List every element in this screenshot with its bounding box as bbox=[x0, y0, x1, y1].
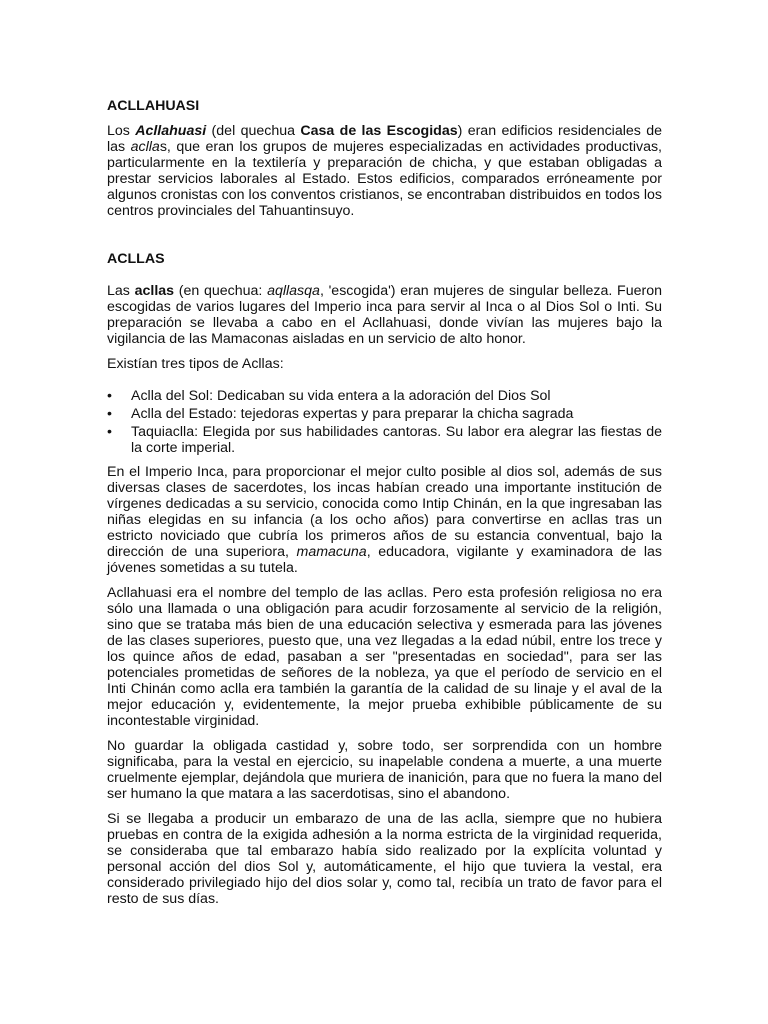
heading-acllahuasi: ACLLAHUASI bbox=[107, 98, 200, 114]
paragraph-templo: Acllahuasi era el nombre del templo de las acllas. Pero esta profesión religiosa no era sólo una llamada o una obligación para acudir forzosamente al servicio de la religión, sino que se trataba más bien de una educación selectiva y esmerada para las jóvenes de las clases superiores, puesto que, una vez llegadas a la edad núbil, entre los trece y los quince años de edad, pasaban a ser "presentadas en sociedad", para ser las potenciales prometidas de señores de la nobleza, ya que el período de servicio en el Inti Chinán como aclla era también la garantía de la calidad de su linaje y el aval de la mejor educación y, evidentemente, la mejor prueba exhibible públicamente de su incontestable virginidad. bbox=[107, 585, 662, 729]
list-item bbox=[107, 406, 662, 422]
text-run: En el Imperio Inca, para proporcionar el mejor culto posible al dios sol, además de sus diversas clases de sacerdotes, los incas habían creado una importante institución de vírgenes dedicadas a su servicio, conocida como Intip Chinán, en la que ingresaban las niñas elegidas en su infancia (a los ocho años) para convertirse en acllas tras un estricto noviciado que cubría los primeros años de su estancia conventual, bajo la dirección de una superiora, bbox=[107, 464, 662, 560]
term-acllas: acllas bbox=[134, 283, 175, 299]
text-run: Las bbox=[107, 283, 135, 299]
text-run: (del quechua bbox=[206, 123, 301, 139]
document-page bbox=[107, 90, 662, 907]
types-list bbox=[107, 388, 662, 456]
paragraph-types-intro: Existían tres tipos de Acllas: bbox=[107, 356, 284, 372]
paragraph-castidad: No guardar la obligada castidad y, sobre todo, ser sorprendida con un hombre significaba, para la vestal en ejercicio, su inapelable condena a muerte, a una muerte cruelmente ejemplar, dejándola que muriera de inanición, para que no fuera la mano del ser humano la que matara a las sacerdotisas, sino el abandono. bbox=[107, 738, 662, 802]
paragraph-embarazo: Si se llegaba a producir un embarazo de una de las aclla, siempre que no hubiera pruebas en contra de la exigida adhesión a la norma estricta de la virginidad requerida, se consideraba que tal embarazo había sido realizado por la explícita voluntad y personal acción del dios Sol y, automáticamente, el hijo que tuviera la vestal, era considerado privilegiado hijo del dios solar y, como tal, recibía un trato de favor para el resto de sus días. bbox=[107, 811, 662, 907]
list-item-text: Taquiaclla: Elegida por sus habilidades cantoras. Su labor era alegrar las fiestas de la corte imperial. bbox=[131, 424, 662, 456]
text-run: s, que eran los grupos de mujeres especializadas en actividades productivas, particularmente en la textilería y preparación de chicha, y que estaban obligadas a prestar servicios laborales al Estado. Estos edificios, comparados erróneamente por algunos cronistas con los conventos cristianos, se encontraban distribuidos en todos los centros provinciales del Tahuantinsuyo. bbox=[107, 139, 662, 219]
list-item bbox=[107, 424, 662, 456]
bullet: • bbox=[107, 424, 112, 440]
term-aqllasqa: aqllasqa bbox=[267, 283, 320, 299]
heading-acllas: ACLLAS bbox=[107, 251, 165, 267]
list-item-text: Aclla del Estado: tejedoras expertas y para preparar la chicha sagrada bbox=[131, 406, 574, 422]
text-run: , educadora, vigilante y examinadora de las jóvenes sometidas a su tutela. bbox=[107, 544, 663, 576]
list-item bbox=[107, 388, 662, 404]
text-run: , 'escogida') eran mujeres de singular belleza. Fueron escogidas de varios lugares del Imperio inca para servir al Inca o al Dios Sol o Inti. Su preparación se llevaba a cabo en el Acllahuasi, donde vivían las mujeres bajo la vigilancia de las Mamaconas aisladas en un servicio de alto honor. bbox=[107, 283, 662, 347]
term-acllahuasi: Acllahuasi bbox=[135, 123, 207, 139]
text-run: ) eran edificios residenciales de las bbox=[107, 123, 662, 155]
paragraph-acllas-intro bbox=[107, 283, 662, 347]
term-mamacuna: mamacuna bbox=[296, 544, 367, 560]
bullet: • bbox=[107, 388, 112, 404]
paragraph-imperio-inca bbox=[107, 464, 662, 576]
paragraph-acllahuasi-intro bbox=[107, 123, 662, 219]
term-casa-escogidas: Casa de las Escogidas bbox=[300, 123, 458, 139]
bullet: • bbox=[107, 406, 112, 422]
list-item-text: Aclla del Sol: Dedicaban su vida entera a la adoración del Dios Sol bbox=[131, 388, 551, 404]
text-run: (en quechua: bbox=[174, 283, 268, 299]
text-run: Los bbox=[107, 123, 136, 139]
term-aclla: aclla bbox=[130, 139, 160, 155]
